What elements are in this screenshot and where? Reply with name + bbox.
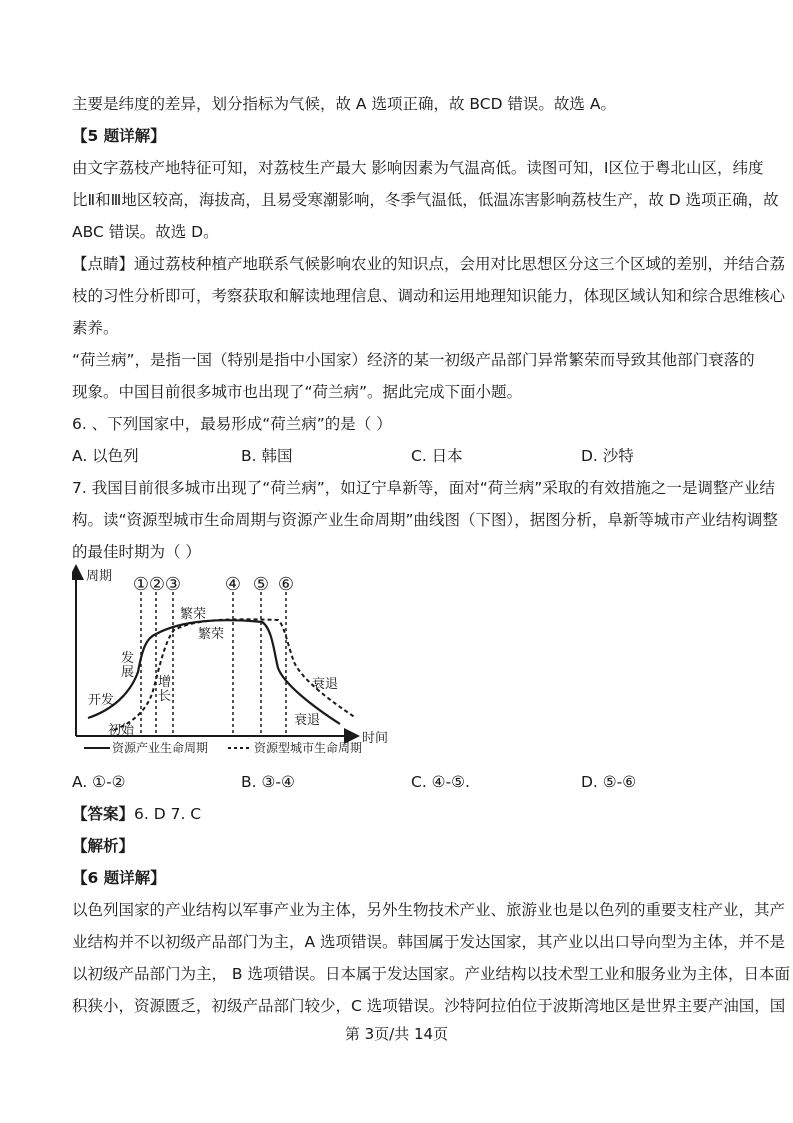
y-axis-label: 周期 bbox=[86, 569, 113, 584]
section-5-heading: 【5 题详解】 bbox=[72, 127, 166, 145]
answer-line bbox=[72, 804, 201, 824]
question-7-line-2: 构。读“资源型城市生命周期与资源产业生命周期”曲线图（下图），据图分析，阜新等城市产业结构调整 bbox=[72, 511, 778, 529]
line-5: ABC 错误。故选 D。 bbox=[72, 223, 219, 241]
detail6-line-4: 积狭小，资源匮乏，初级产品部门较少，C 选项错误。沙特阿拉伯位于波斯湾地区是世界主要产油国，国 bbox=[72, 997, 786, 1015]
detail6-line-1: 以色列国家的产业结构以军事产业为主体，另外生物技术产业、旅游业也是以色列的重要支柱产业，其产 bbox=[72, 901, 786, 919]
dianjing-line-1: 【点睛】通过荔枝种植产地联系气候影响农业的知识点，会用对比思想区分这三个区域的差别，并结合荔 bbox=[72, 255, 786, 273]
legend-solid-label: 资源产业生命周期 bbox=[112, 741, 209, 755]
section-6-heading: 【6 题详解】 bbox=[72, 869, 166, 887]
label-fazhan-1: 发 bbox=[121, 651, 135, 666]
label-fazhan-2: 展 bbox=[121, 665, 135, 680]
label-chushi: 初始 bbox=[108, 723, 135, 738]
x-axis-label: 时间 bbox=[362, 731, 389, 746]
q7-option-d: D. ⑤-⑥ bbox=[581, 773, 637, 791]
question-7-line-1: 7. 我国目前很多城市出现了“荷兰病”，如辽宁阜新等，面对“荷兰病”采取的有效措施之一是调整产业结 bbox=[72, 479, 775, 497]
analysis-heading: 【解析】 bbox=[72, 837, 135, 855]
answer-tag: 【答案】 bbox=[72, 805, 135, 823]
question-7-line-3: 的最佳时期为（ ） bbox=[72, 543, 201, 561]
intro-line-2: 现象。中国目前很多城市也出现了“荷兰病”。据此完成下面小题。 bbox=[72, 383, 523, 401]
dianjing-line-3: 素养。 bbox=[72, 319, 119, 337]
label-fanrong-solid: 繁荣 bbox=[180, 607, 207, 622]
label-shuaitui-solid: 衰退 bbox=[294, 713, 321, 728]
period-marker-6: ⑥ bbox=[277, 574, 295, 595]
dianjing-line-2: 枝的习性分析即可，考察获取和解读地理信息、调动和运用地理知识能力，体现区域认知和综合思维核心 bbox=[72, 287, 786, 305]
line-4: 比Ⅱ和Ⅲ地区较高，海拔高，且易受寒潮影响，冬季气温低，低温冻害影响荔枝生产，故 D 选项正确，故 bbox=[72, 191, 779, 209]
answer-text: 6. D 7. C bbox=[134, 805, 202, 823]
label-zengzhang-1: 增 bbox=[158, 675, 172, 690]
line-3: 由文字荔枝产地特征可知，对荔枝生产最大 影响因素为气温高低。读图可知，Ⅰ区位于粤北山区，纬度 bbox=[72, 159, 764, 177]
q7-option-a: A. ①-② bbox=[72, 773, 126, 791]
period-marker-5: ⑤ bbox=[252, 574, 270, 595]
period-marker-1: ① bbox=[132, 574, 150, 595]
intro-line-1: “荷兰病”，是指一国（特别是指中小国家）经济的某一初级产品部门异常繁荣而导致其他部门衰落的 bbox=[72, 351, 755, 369]
detail6-line-3: 以初级产品部门为主， B 选项错误。日本属于发达国家。产业结构以技术型工业和服务业为主体，日本面 bbox=[72, 965, 790, 983]
q7-option-c: C. ④-⑤. bbox=[411, 773, 470, 791]
line-1: 主要是纬度的差异，划分指标为气候，故 A 选项正确，故 BCD 错误。故选 A。 bbox=[72, 95, 616, 113]
lifecycle-chart bbox=[72, 562, 402, 760]
label-shuaitui-dashed: 衰退 bbox=[312, 677, 339, 692]
q6-option-b: B. 韩国 bbox=[241, 447, 293, 465]
period-marker-2: ② bbox=[148, 574, 166, 595]
q6-option-a: A. 以色列 bbox=[72, 447, 139, 465]
q7-option-b: B. ③-④ bbox=[241, 773, 295, 791]
q6-option-d: D. 沙特 bbox=[581, 447, 634, 465]
label-fanrong-dashed: 繁荣 bbox=[198, 627, 225, 642]
label-zengzhang-2: 长 bbox=[158, 689, 172, 704]
period-marker-4: ④ bbox=[224, 574, 242, 595]
question-6: 6. 、下列国家中，最易形成“荷兰病”的是（ ） bbox=[72, 415, 392, 433]
legend-dashed-label: 资源型城市生命周期 bbox=[254, 741, 363, 755]
label-kaifa: 开发 bbox=[88, 693, 115, 708]
period-marker-lines bbox=[141, 592, 286, 734]
q6-option-c: C. 日本 bbox=[411, 447, 463, 465]
period-marker-3: ③ bbox=[164, 574, 182, 595]
page-footer: 第 3页/共 14页 bbox=[344, 1025, 449, 1043]
detail6-line-2: 业结构并不以初级产品部门为主，A 选项错误。韩国属于发达国家，其产业以出口导向型为主体，并不是 bbox=[72, 933, 786, 951]
